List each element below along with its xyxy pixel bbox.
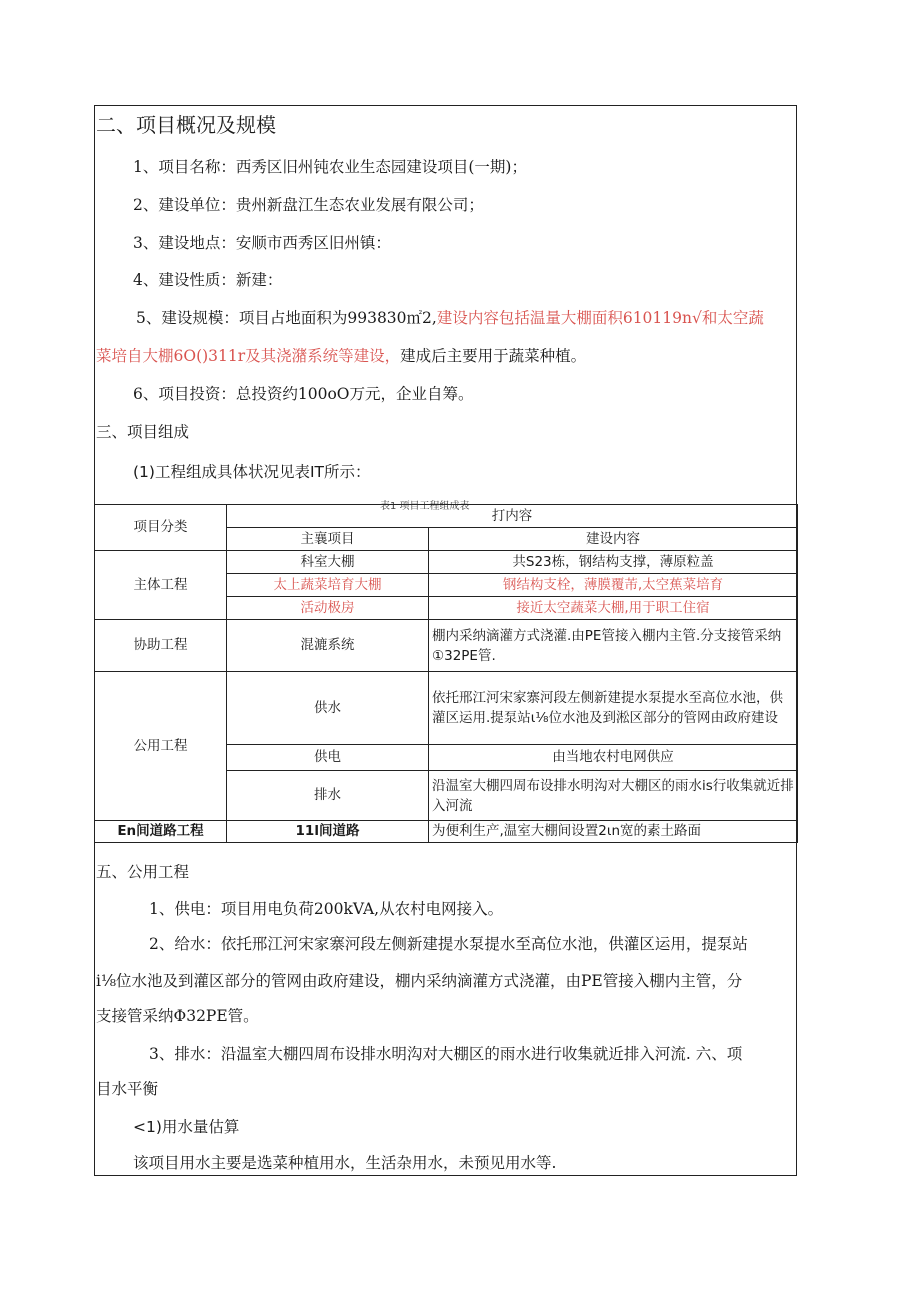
water-estimate-title: <1)用水量估算 <box>133 1118 240 1136</box>
category-assist: 协助工程 <box>95 620 227 672</box>
table-row <box>95 821 798 843</box>
scale-highlight-1: 建设内容包括温量大棚面积610119n√和太空蔬 <box>436 309 764 327</box>
header-main-item: 主襄项目 <box>227 528 429 551</box>
scale-suffix: 建成后主要用于蔬菜种植。 <box>400 347 587 365</box>
project-name: 1、项目名称：西秀区旧州钝农业生态园建设项目(一期)； <box>133 158 527 176</box>
category-road: En间道路工程 <box>95 821 227 843</box>
water-supply-line2: i⅛位水池及到灌区部分的管网由政府建设，棚内采纳滴灌方式浇灌，由PE管接入棚内主管，分 <box>96 972 743 990</box>
road-name: 11l间道路 <box>295 823 360 839</box>
row-desc: 由当地农村电网供应 <box>429 745 798 771</box>
construction-unit: 2、建设单位：贵州新盘江生态农业发展有限公司； <box>133 196 484 214</box>
row-desc: 共S23栋，钢结构支撑，薄原粒盖 <box>429 551 798 574</box>
construction-scale-line2 <box>96 346 586 366</box>
row-name: 太上蔬菜培育大棚 <box>227 574 429 597</box>
section3-intro: (1)工程组成具体状况见表IT所示： <box>133 463 371 481</box>
row-name: 供水 <box>227 672 429 745</box>
row-desc: 钢结构支栓，薄膜覆芾,太空蕉菜培育 <box>429 574 798 597</box>
project-investment: 6、项目投资：总投资约100oO万元，企业自筹。 <box>133 385 474 403</box>
construction-scale-line1 <box>136 308 764 328</box>
row-name <box>227 821 429 843</box>
row-desc: 依托邢江河宋家寨河段左侧新建提水泵提水至高位水池，供灌区运用.提泵站ι⅛位水池及到淞区部分的管网由政府建设 <box>429 672 798 745</box>
row-desc: 为便利生产,温室大棚间设置2ιn宽的素土路面 <box>429 821 798 843</box>
water-supply-line1: 2、给水：依托邢江河宋家寨河段左侧新建提水泵提水至高位水池，供灌区运用，提泵站 <box>149 935 748 953</box>
header-category: 项目分类 <box>95 505 227 551</box>
header-build-content: 建设内容 <box>429 528 798 551</box>
construction-site: 3、建设地点：安顺市西秀区旧州镇： <box>133 234 391 252</box>
category-public: 公用工程 <box>95 672 227 821</box>
water-use-description: 该项目用水主要是选菜种植用水，生活杂用水，未预见用水等. <box>133 1154 557 1172</box>
scale-prefix: 5、建设规模：项目占地面积为993830㎡2, <box>136 309 437 327</box>
section3-title: 三、项目组成 <box>96 423 190 441</box>
row-name: 活动极房 <box>227 597 429 620</box>
row-name: 混漉系统 <box>227 620 429 672</box>
project-composition-table <box>94 504 798 843</box>
section2-title: 二、项目概况及规模 <box>96 113 276 137</box>
row-name: 排水 <box>227 771 429 821</box>
construction-nature: 4、建设性质：新建： <box>133 271 283 289</box>
scale-highlight-2: 菜培自大棚6O()311r及其浇潴系统等建设， <box>96 347 401 365</box>
water-supply-line3: 支接管采纳Φ32PE管。 <box>96 1007 259 1025</box>
row-desc: 沿温室大棚四周布设排水明沟对大棚区的雨水is行收集就近排入河流 <box>429 771 798 821</box>
header-content: 打内容 <box>227 505 798 528</box>
row-desc: 接近太空蔬菜大棚,用于职工住宿 <box>429 597 798 620</box>
drainage-line1: 3、排水：沿温室大棚四周布设排水明沟对大棚区的雨水进行收集就近排入河流. 六、项 <box>149 1045 743 1063</box>
row-name: 供电 <box>227 745 429 771</box>
table-row <box>95 551 798 574</box>
section5-title: 五、公用工程 <box>96 863 190 881</box>
table-row <box>95 620 798 672</box>
table-row <box>95 505 798 528</box>
table-caption: 表1 项目工程组成表 <box>380 501 470 512</box>
drainage-line2: 目水平衡 <box>96 1080 159 1098</box>
category-main: 主体工程 <box>95 551 227 620</box>
power-supply: 1、供电：项目用电负荷200kVA,从农村电网接入。 <box>149 900 504 918</box>
row-desc: 棚内采纳滴灌方式浇灌.由PE管接入棚内主管.分支接管采纳①32PE管. <box>429 620 798 672</box>
row-name: 科室大棚 <box>227 551 429 574</box>
table-row <box>95 672 798 745</box>
